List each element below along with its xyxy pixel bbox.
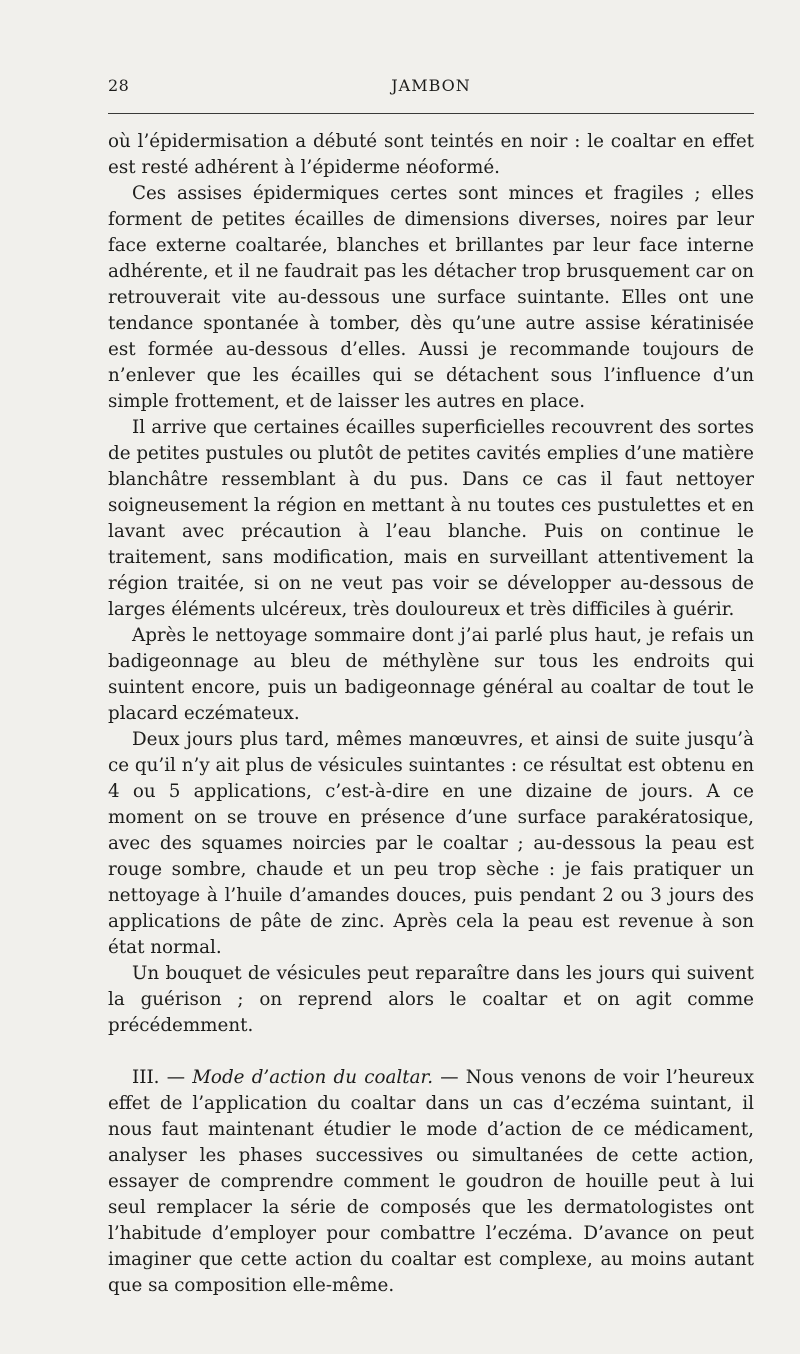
section-paragraph: [108, 1065, 754, 1299]
page-header: [108, 76, 754, 100]
paragraph: Après le nettoyage sommaire dont j’ai parlé plus haut, je refais un badigeonnage au bleu de méthylène sur tous les endroits qui suintent encore, puis un badigeonnage général au coaltar de tout le placard eczémateux.: [108, 625, 754, 724]
paragraph: où l’épidermisation a débuté sont teintés en noir : le coaltar en effet est resté adhérent à l’épiderme néoformé.: [108, 131, 754, 178]
section-text: — Nous venons de voir l’heureux effet de l’application du coaltar dans un cas d’eczéma suintant, il nous faut maintenant étudier le mode d’action de ce médicament, analyser les phases successives ou simultanées de cette action, essayer de comprendre comment le goudron de houille peut à lui seul remplacer la série de composés que les dermatologistes ont l’habitude d’employer pour combattre l’eczéma. D’avance on peut imaginer que cette action du coaltar est complexe, au moins autant que sa composition elle-même.: [108, 1067, 755, 1296]
running-title: JAMBON: [391, 76, 471, 95]
header-rule: [108, 113, 754, 114]
paragraph: Il arrive que certaines écailles superficielles recouvrent des sortes de petites pustules ou plutôt de petites cavités emplies d’une matière blanchâtre ressemblant à du pus. Dans ce cas il faut nettoyer soigneusement la région en mettant à nu toutes ces pustulettes et en lavant avec précaution à l’eau blanche. Puis on continue le traitement, sans modification, mais en surveillant attentivement la région traitée, si on ne veut pas voir se développer au-dessous de larges éléments ulcéreux, très douloureux et très difficiles à guérir.: [108, 417, 754, 620]
paragraph: Un bouquet de vésicules peut reparaître dans les jours qui suivent la guérison ; on reprend alors le coaltar et on agit comme précédemment.: [108, 963, 754, 1036]
section-number: III. —: [132, 1067, 193, 1088]
page-number: 28: [108, 76, 130, 95]
body-text: [108, 129, 754, 1299]
section-title: Mode d’action du coaltar.: [192, 1067, 434, 1088]
paragraph: Deux jours plus tard, mêmes manœuvres, et ainsi de suite jusqu’à ce qu’il n’y ait plus de vésicules suintantes : ce résultat est obtenu en 4 ou 5 applications, c’est-à-dire en une dizaine de jours. A ce moment on se trouve en présence d’une surface parakératosique, avec des squames noircies par le coaltar ; au-dessous la peau est rouge sombre, chaude et un peu trop sèche : je fais pratiquer un nettoyage à l’huile d’amandes douces, puis pendant 2 ou 3 jours des applications de pâte de zinc. Après cela la peau est revenue à son état normal.: [108, 729, 754, 958]
paragraph: Ces assises épidermiques certes sont minces et fragiles ; elles forment de petites écailles de dimensions diverses, noires par leur face externe coaltarée, blanches et brillantes par leur face interne adhérente, et il ne faudrait pas les détacher trop brusquement car on retrouverait vite au-dessous une surface suintante. Elles ont une tendance spontanée à tomber, dès qu’une autre assise kératinisée est formée au-dessous d’elles. Aussi je recommande toujours de n’enlever que les écailles qui se détachent sous l’influence d’un simple frottement, et de laisser les autres en place.: [108, 183, 754, 412]
